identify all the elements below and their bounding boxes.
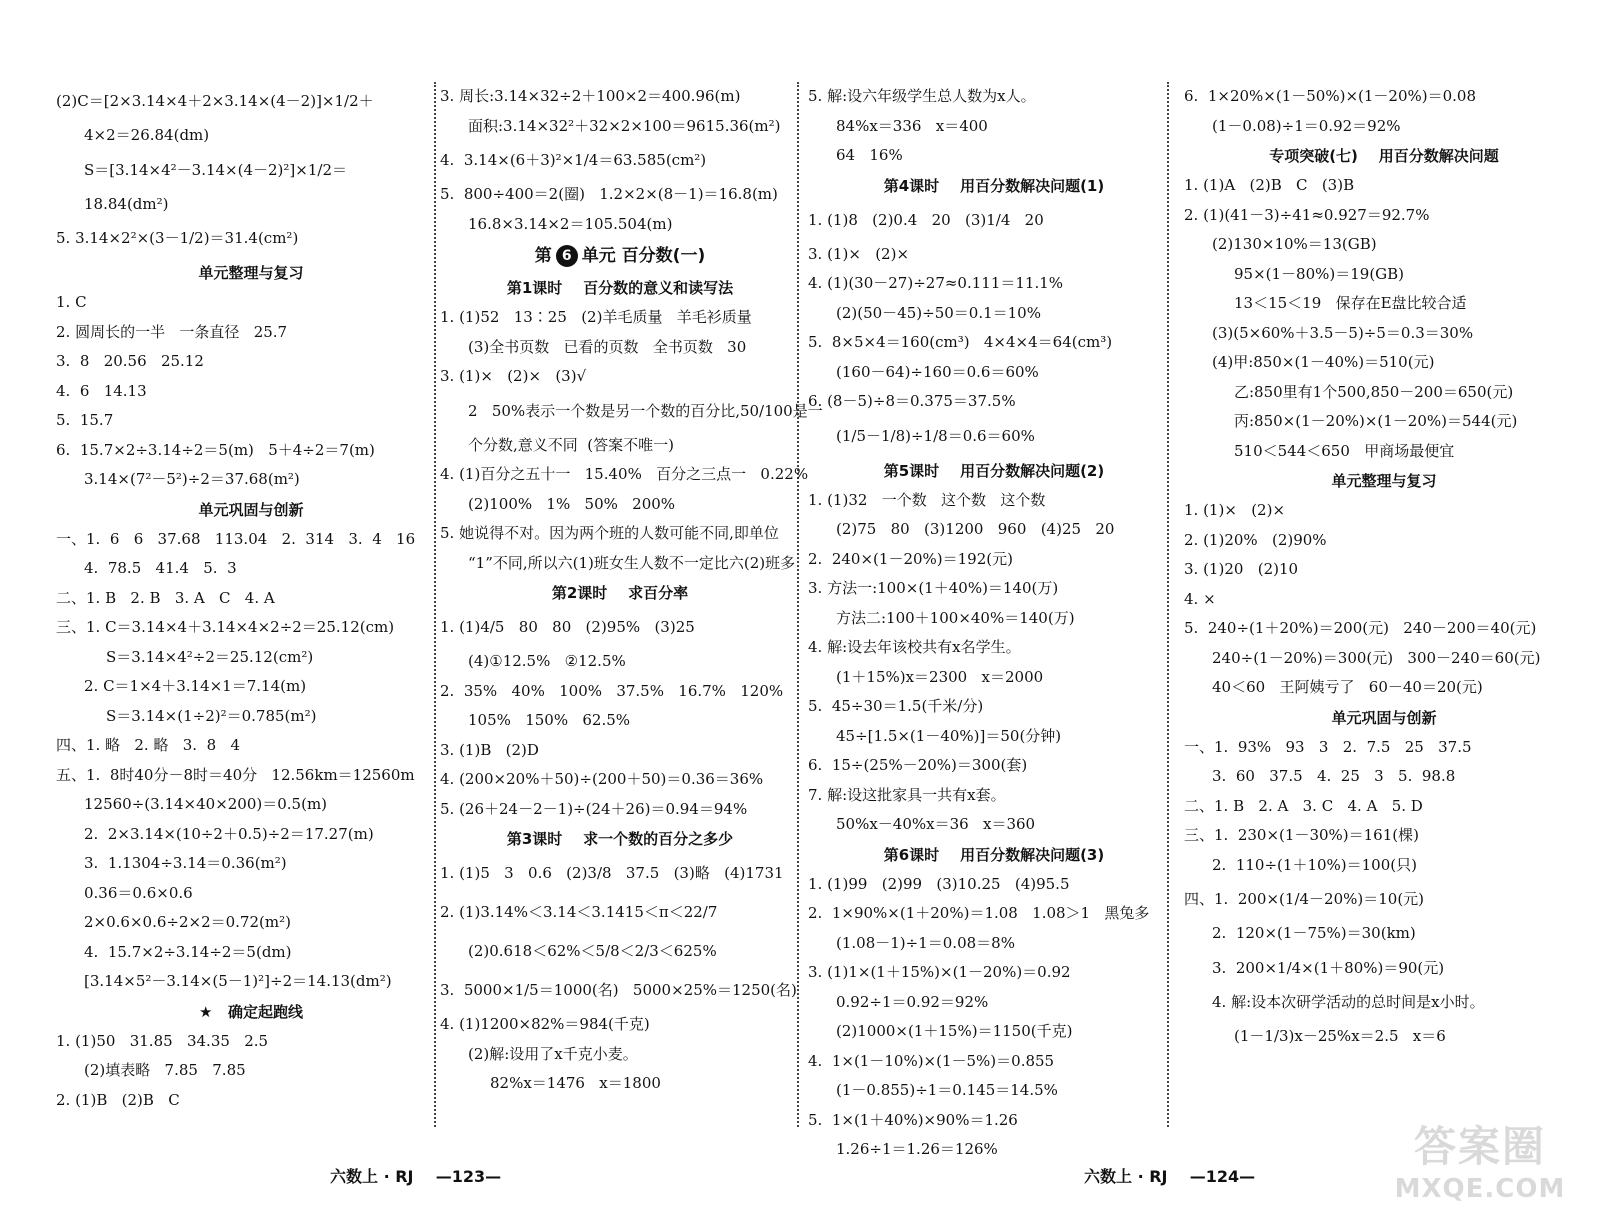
answer-line: 1. (1)5 3 0.6 (2)3/8 37.5 (3)略 (4)1731	[440, 864, 784, 882]
section-heading: ★ 确定起跑线	[198, 1002, 304, 1021]
answer-line: 一、1. 93% 93 3 2. 7.5 25 37.5	[1184, 737, 1472, 756]
answer-line: 4. 15.7×2÷3.14÷2＝5(dm)	[84, 942, 292, 961]
answer-line: 12560÷(3.14×40×200)＝0.5(m)	[84, 795, 328, 813]
answer-line: (2)1000×(1＋15%)＝1150(千克)	[836, 1022, 1073, 1040]
answer-line: 2. 35% 40% 100% 37.5% 16.7% 120%	[440, 681, 784, 700]
unit-number-badge: 6	[556, 245, 578, 267]
answer-line: 4. (200×20%＋50)÷(200＋50)＝0.36＝36%	[440, 770, 764, 788]
section-heading: 第5课时 用百分数解决问题(2)	[883, 461, 1105, 480]
answer-line: 4. 解:设去年该校共有x名学生。	[808, 638, 1021, 656]
answer-line: 64 16%	[836, 146, 903, 164]
answer-line: 4. 3.14×(6＋3)²×1/4＝63.585(cm²)	[440, 151, 707, 169]
answer-line: 50%x－40%x＝36 x＝360	[836, 815, 1036, 833]
answer-line: (4)①12.5% ②12.5%	[468, 652, 626, 670]
section-heading: 单元巩固与创新	[1331, 708, 1437, 727]
page-footer-left: 六数上 · RJ —123—	[330, 1167, 502, 1186]
answer-line: 3. 1.1304÷3.14＝0.36(m²)	[84, 854, 287, 872]
answer-line: (2)0.618＜62%＜5/8＜2/3＜625%	[468, 942, 717, 960]
answer-line: 2×0.6×0.6÷2×2＝0.72(m²)	[84, 913, 291, 931]
answer-line: 3. 方法一:100×(1＋40%)＝140(万)	[808, 579, 1059, 597]
answer-line: 丙:850×(1－20%)×(1－20%)＝544(元)	[1234, 412, 1518, 430]
answer-column-1	[56, 86, 446, 1119]
answer-line: 方法二:100＋100×40%＝140(万)	[836, 608, 1075, 627]
answer-line: [3.14×5²－3.14×(5－1)²]÷2＝14.13(dm²)	[84, 972, 392, 990]
answer-line: 2. 110÷(1＋10%)＝100(只)	[1212, 855, 1417, 874]
answer-line: 2. 120×(1－75%)＝30(km)	[1212, 924, 1416, 942]
answer-line: 5. 解:设六年级学生总人数为x人。	[808, 87, 1036, 105]
answer-line: 个分数,意义不同 (答案不唯一)	[468, 435, 675, 454]
answer-line: 4×2＝26.84(dm)	[84, 126, 210, 144]
answer-line: 4. 78.5 41.4 5. 3	[84, 559, 237, 577]
answer-line: 2 50%表示一个数是另一个数的百分比,50/100是一	[468, 401, 823, 420]
answer-line: 1. (1)52 13∶25 (2)羊毛质量 羊毛衫质量	[440, 308, 752, 326]
watermark-logo	[1385, 1112, 1575, 1217]
answer-line: 面积:3.14×32²＋32×2×100＝9615.36(m²)	[468, 116, 781, 135]
answer-line: 4. 6 14.13	[56, 381, 147, 400]
answer-line: (3)全书页数 已看的页数 全书页数 30	[468, 337, 747, 356]
section-heading: 第4课时 用百分数解决问题(1)	[883, 176, 1105, 195]
answer-line: 5. 240÷(1＋20%)＝200(元) 240－200＝40(元)	[1184, 619, 1537, 637]
answer-line: 5. 她说得不对。因为两个班的人数可能不同,即单位	[440, 524, 779, 542]
answer-line: (3)(5×60%＋3.5－5)÷5＝0.3＝30%	[1212, 323, 1474, 342]
answer-line: 3. (1)× (2)×	[808, 244, 910, 263]
answer-line: 5. 3.14×2²×(3－1/2)＝31.4(cm²)	[56, 229, 299, 247]
answer-line: 4. (1)1200×82%＝984(千克)	[440, 1015, 650, 1033]
answer-line: 1. (1)8 (2)0.4 20 (3)1/4 20	[808, 210, 1044, 229]
answer-line: (2)130×10%＝13(GB)	[1212, 235, 1377, 253]
section-heading: 单元整理与复习	[198, 264, 304, 282]
answer-line: 6. 1×20%×(1－50%)×(1－20%)＝0.08	[1184, 87, 1477, 105]
answer-line: 1. (1)99 (2)99 (3)10.25 (4)95.5	[808, 874, 1070, 893]
answer-line: (160－64)÷160＝0.6＝60%	[836, 362, 1039, 381]
answer-line: 5. 15.7	[56, 411, 114, 429]
answer-line: 2. (1)(41－3)÷41≈0.927＝92.7%	[1184, 205, 1430, 224]
answer-line: (2)100% 1% 50% 200%	[468, 494, 676, 513]
answer-line: 二、1. B 2. A 3. C 4. A 5. D	[1184, 796, 1423, 815]
answer-line: 一、1. 6 6 37.68 113.04 2. 314 3. 4 16	[56, 529, 416, 548]
answer-line: 7. 解:设这批家具一共有x套。	[808, 785, 1006, 804]
answer-line: 4. (1)(30－27)÷27≈0.111＝11.1%	[808, 274, 1064, 292]
answer-line: 三、1. C＝3.14×4＋3.14×4×2÷2＝25.12(cm)	[56, 618, 395, 636]
answer-line: 510＜544＜650 甲商场最便宜	[1234, 441, 1455, 460]
answer-line: 3. (1)× (2)× (3)√	[440, 367, 587, 385]
answer-line: 13＜15＜19 保存在E盘比较合适	[1234, 294, 1467, 312]
answer-line: 6. (8－5)÷8＝0.375＝37.5%	[808, 392, 1016, 410]
answer-line: 4. 解:设本次研学活动的总时间是x小时。	[1212, 992, 1485, 1011]
unit-title	[440, 243, 800, 269]
answer-line: 2. 240×(1－20%)＝192(元)	[808, 549, 1013, 568]
answer-line: 3. 60 37.5 4. 25 3 5. 98.8	[1212, 767, 1456, 785]
answer-line: 5. 45÷30＝1.5(千米/分)	[808, 697, 984, 715]
answer-line: 0.92÷1＝0.92＝92%	[836, 992, 989, 1011]
answer-line: 5. 800÷400＝2(圈) 1.2×2×(8－1)＝16.8(m)	[440, 185, 778, 203]
answer-line: “1”不同,所以六(1)班女生人数不一定比六(2)班多	[468, 553, 796, 572]
answer-line: 240÷(1－20%)＝300(元) 300－240＝60(元)	[1212, 648, 1541, 667]
answer-line: (2)填表略 7.85 7.85	[84, 1061, 246, 1079]
unit-title-prefix: 第	[534, 246, 552, 266]
answer-line: 3. 周长:3.14×32÷2＋100×2＝400.96(m)	[440, 87, 741, 105]
answer-line: 3. 8 20.56 25.12	[56, 352, 204, 370]
answer-line: S＝3.14×4²÷2＝25.12(cm²)	[106, 647, 314, 666]
answer-line: 4. 1×(1－10%)×(1－5%)＝0.855	[808, 1051, 1055, 1070]
answer-line: 四、1. 略 2. 略 3. 8 4	[56, 736, 241, 754]
answer-line: 2. 圆周长的一半 一条直径 25.7	[56, 322, 288, 341]
watermark-text: 答案圈	[1413, 1122, 1546, 1171]
answer-line: 1.26÷1＝1.26＝126%	[836, 1140, 998, 1158]
answer-line: 五、1. 8时40分－8时＝40分 12.56km＝12560m	[56, 765, 415, 784]
answer-line: 3. (1)1×(1＋15%)×(1－20%)＝0.92	[808, 963, 1071, 981]
answer-line: 2. 1×90%×(1＋20%)＝1.08 1.08＞1 黑兔多	[808, 904, 1150, 922]
section-heading: 第3课时 求一个数的百分之多少	[506, 830, 734, 848]
answer-line: S＝[3.14×4²－3.14×(4－2)²]×1/2＝	[84, 160, 347, 179]
answer-line: 105% 150% 62.5%	[468, 711, 631, 729]
section-heading: 第6课时 用百分数解决问题(3)	[883, 845, 1105, 864]
answer-line: (1.08－1)÷1＝0.08＝8%	[836, 933, 1015, 952]
answer-line: 6. 15÷(25%－20%)＝300(套)	[808, 756, 1028, 774]
answer-line: 2. (1)20% (2)90%	[1184, 530, 1327, 549]
answer-line: 三、1. 230×(1－30%)＝161(棵)	[1184, 826, 1419, 844]
answer-line: 18.84(dm²)	[84, 194, 169, 213]
section-heading: 单元整理与复习	[1331, 472, 1437, 490]
answer-line: (1－0.08)÷1＝0.92＝92%	[1212, 116, 1401, 135]
answer-column-2	[440, 86, 823, 1103]
answer-line: (1＋15%)x＝2300 x＝2000	[836, 667, 1044, 686]
answer-line: 3. (1)B (2)D	[440, 740, 539, 759]
section-heading: 第2课时 求百分率	[551, 584, 689, 602]
answer-line: 5. 1×(1＋40%)×90%＝1.26	[808, 1110, 1018, 1129]
answer-line: 45÷[1.5×(1－40%)]＝50(分钟)	[836, 726, 1062, 745]
answer-line: 1. (1)4/5 80 80 (2)95% (3)25	[440, 618, 695, 636]
section-heading: 单元巩固与创新	[198, 500, 304, 519]
answer-line: 5. 8×5×4＝160(cm³) 4×4×4＝64(cm³)	[808, 333, 1113, 351]
answer-line: (2)75 80 (3)1200 960 (4)25 20	[836, 520, 1115, 538]
answer-column-3	[808, 86, 1180, 1169]
answer-line: 40＜60 王阿姨亏了 60－40＝20(元)	[1212, 678, 1483, 696]
answer-line: 四、1. 200×(1/4－20%)＝10(元)	[1184, 890, 1425, 908]
answer-line: 4. (1)百分之五十一 15.40% 百分之三点一 0.22%	[440, 465, 809, 483]
answer-line: 二、1. B 2. B 3. A C 4. A	[56, 588, 275, 607]
answer-line: 3. (1)20 (2)10	[1184, 560, 1299, 578]
section-heading: 第1课时 百分数的意义和读写法	[506, 279, 734, 297]
answer-line: (2)解:设用了x千克小麦。	[468, 1044, 638, 1063]
answer-line: 5. (26＋24－2－1)÷(24＋26)＝0.94＝94%	[440, 799, 748, 818]
answer-line: 6. 15.7×2÷3.14÷2＝5(m) 5＋4÷2＝7(m)	[56, 440, 375, 459]
answer-line: 16.8×3.14×2＝105.504(m)	[468, 214, 673, 233]
answer-line: (1－1/3)x－25%x＝2.5 x＝6	[1234, 1027, 1446, 1045]
watermark-url: MXQE.COM	[1394, 1174, 1566, 1204]
answer-line: 3.14×(7²－5²)÷2＝37.68(m²)	[84, 470, 300, 488]
answer-line: 3. 5000×1/5＝1000(名) 5000×25%＝1250(名)	[440, 981, 797, 999]
answer-line: (1－0.855)÷1＝0.145＝14.5%	[836, 1081, 1058, 1099]
answer-line: 1. (1)× (2)×	[1184, 501, 1286, 519]
section-heading: 专项突破(七) 用百分数解决问题	[1269, 147, 1499, 165]
answer-line: 1. (1)50 31.85 34.35 2.5	[56, 1031, 269, 1050]
answer-line: 乙:850里有1个500,850－200＝650(元)	[1234, 382, 1514, 401]
answer-line: 2. 2×3.14×(10÷2＋0.5)÷2＝17.27(m)	[84, 824, 374, 843]
answer-line: 95×(1－80%)＝19(GB)	[1234, 264, 1405, 283]
answer-line: 2. (1)3.14%＜3.14＜3.1415＜π＜22/7	[440, 903, 718, 921]
answer-column-4	[1184, 86, 1584, 1060]
answer-line: 1. (1)A (2)B C (3)B	[1184, 176, 1355, 194]
answer-line: 4. ×	[1184, 589, 1216, 608]
answer-line: 2. C＝1×4＋3.14×1＝7.14(m)	[84, 677, 307, 695]
answer-line: 84%x＝336 x＝400	[836, 116, 988, 135]
answer-line: (2)C＝[2×3.14×4＋2×3.14×(4－2)]×1/2＋	[56, 92, 374, 110]
unit-title-text: 单元 百分数(一)	[581, 246, 706, 266]
answer-line: 0.36＝0.6×0.6	[84, 883, 193, 902]
answer-line: S＝3.14×(1÷2)²＝0.785(m²)	[106, 706, 317, 725]
answer-line: 1. C	[56, 293, 87, 311]
answer-line: 3. 200×1/4×(1＋80%)＝90(元)	[1212, 958, 1445, 977]
answer-line: 2. (1)B (2)B C	[56, 1090, 180, 1109]
answer-line: (2)(50－45)÷50＝0.1＝10%	[836, 303, 1041, 322]
page-footer-right: 六数上 · RJ —124—	[1084, 1167, 1256, 1186]
answer-line: 82%x＝1476 x＝1800	[490, 1074, 661, 1092]
answer-line: 1. (1)32 一个数 这个数 这个数	[808, 490, 1046, 509]
answer-line: (1/5－1/8)÷1/8＝0.6＝60%	[836, 426, 1035, 445]
answer-line: (4)甲:850×(1－40%)＝510(元)	[1212, 353, 1435, 371]
